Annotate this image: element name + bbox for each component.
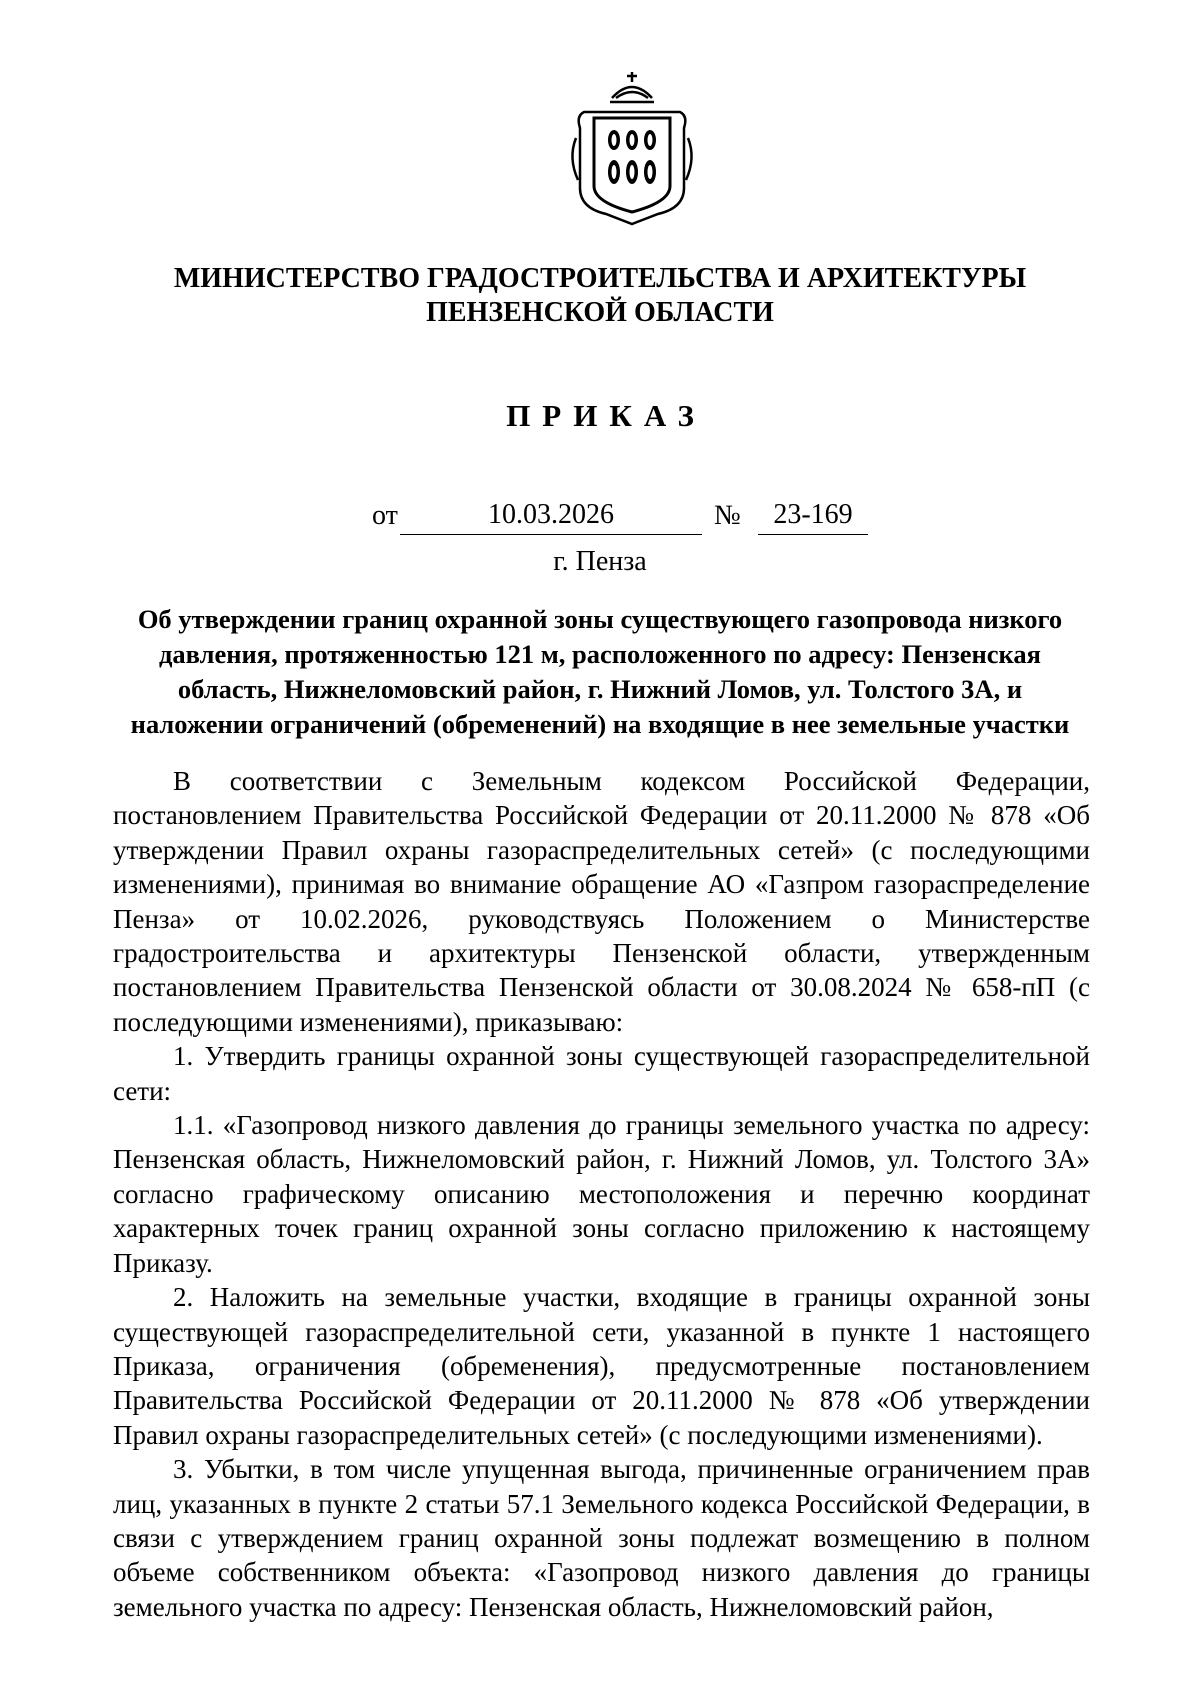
paragraph-item-2: 2. Наложить на земельные участки, входящие в границы охранной зоны существующей газораспределительной сети, указанной в пункте 1 настоящего Приказа, ограничения (обременения), предусмотренные постановлением Правительства Российской Федерации от 20.11.2000 № 878 «Об утверждении Правил охраны газораспределительных сетей» (с последующими изменениями). [113,1282,1090,1450]
document-body [113,764,1090,1624]
date-number-line [0,500,1200,534]
document-type: ПРИКАЗ [506,398,706,433]
city: г. Пенза [553,546,647,577]
paragraph-preamble: В соответствии с Земельным кодексом Российской Федерации, постановлением Правительства Российской Федерации от 20.11.2000 № 878 «Об утверждении Правил охраны газораспределительных сетей» (с последующими изменениями), принимая во внимание обращение АО «Газпром газораспределение Пенза» от 10.02.2026, руководствуясь Положением о Министерстве градостроительства и архитектуры Пензенской области, утвержденным постановлением Правительства Пензенской области от 30.08.2024 № 658-пП (с последующими изменениями), приказываю: [113,766,1090,1037]
paragraph-item-1: 1. Утвердить границы охранной зоны существующей газораспределительной сети: [113,1041,1090,1106]
ministry-line-2: ПЕНЗЕНСКОЙ ОБЛАСТИ [426,297,774,328]
document-number: 23-169 [758,500,868,535]
coat-of-arms-icon [566,68,698,228]
paragraph-item-1-1: 1.1. «Газопровод низкого давления до границы земельного участка по адресу: Пензенская область, Нижнеломовский район, г. Нижний Ломов, ул. Толстого 3А» согласно графическому описанию местоположения и перечню координат характерных точек границ охранной зоны согласно приложению к настоящему Приказу. [113,1110,1090,1278]
document-date: 10.03.2026 [400,500,702,535]
number-prefix: № [714,500,741,531]
ministry-heading [140,262,1060,330]
ministry-line-1: МИНИСТЕРСТВО ГРАДОСТРОИТЕЛЬСТВА И АРХИТЕКТУРЫ [173,263,1027,294]
paragraph-item-3: 3. Убытки, в том числе упущенная выгода, причиненные ограничением прав лиц, указанных в пункте 2 статьи 57.1 Земельного кодекса Российской Федерации, в связи с утверждением границ охранной зоны подлежат возмещению в полном объеме собственником объекта: «Газопровод низкого давления до границы земельного участка по адресу: Пензенская область, Нижнеломовский район, [113,1454,1090,1622]
document-title: Об утверждении границ охранной зоны существующего газопровода низкого давления, протяженностью 121 м, расположенного по адресу: Пензенская область, Нижнеломовский район, г. Нижний Ломов, ул. Толстого 3А, и наложении ограничений (обременений) на входящие в нее земельные участки [130,604,1070,739]
date-prefix: от [372,500,398,531]
